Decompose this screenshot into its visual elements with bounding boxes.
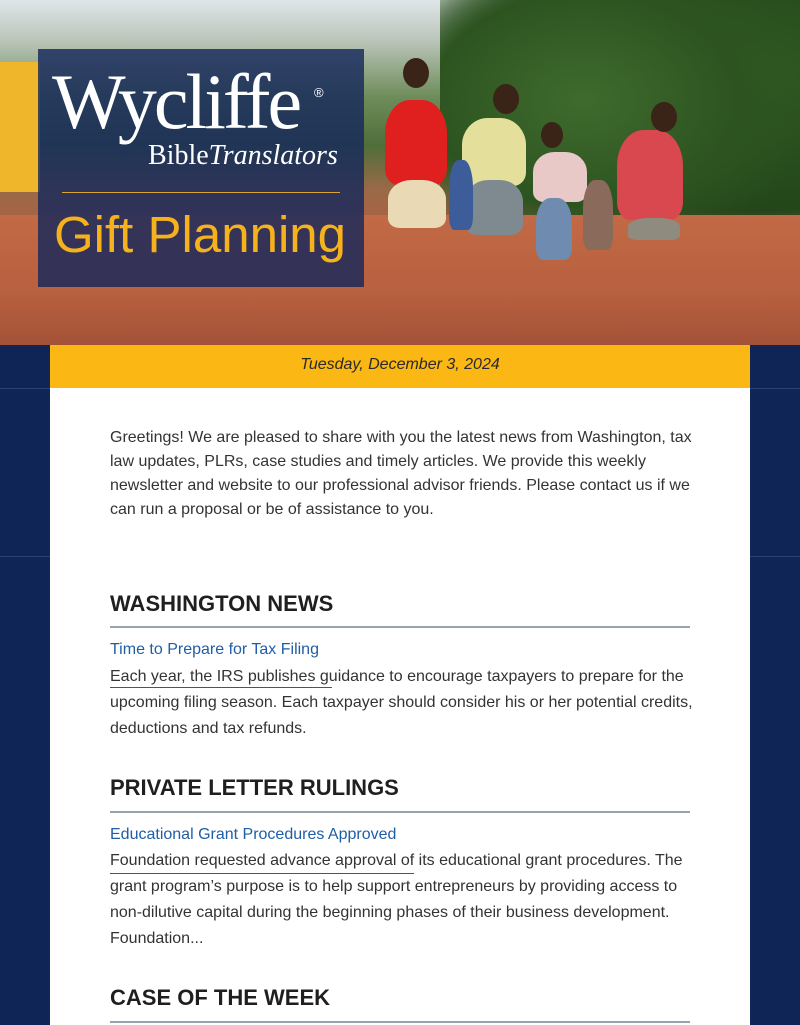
brand-registered-mark: ®	[314, 85, 324, 100]
side-divider-right	[750, 388, 800, 389]
brand-wordmark: Wycliffe	[52, 58, 300, 145]
section-divider	[110, 1021, 690, 1023]
brand-subtitle-translators: Translators	[208, 140, 338, 171]
hero-child	[536, 198, 572, 260]
newsletter-content	[50, 388, 750, 1025]
banner-title: Gift Planning	[54, 206, 347, 263]
hero-child	[533, 152, 587, 202]
section-divider	[110, 626, 690, 628]
section-title-case-of-the-week: CASE OF THE WEEK	[110, 985, 331, 1010]
hero-child-head	[541, 122, 563, 148]
brand-logo-block	[38, 49, 364, 287]
brand-subtitle-bible: Bible	[148, 140, 209, 171]
hero-child	[628, 218, 680, 240]
hero-child	[385, 100, 447, 185]
brand-divider	[62, 192, 340, 193]
side-divider-left	[0, 388, 50, 389]
article-link-tax-filing[interactable]: Time to Prepare for Tax Filing	[110, 641, 319, 658]
hero-child	[449, 160, 473, 230]
hero-banner	[0, 0, 800, 345]
hero-child	[388, 180, 446, 228]
date-bar	[50, 345, 750, 388]
section-title-washington-news: WASHINGTON NEWS	[110, 591, 334, 616]
hero-child-head	[493, 84, 519, 114]
section-title-private-letter-rulings: PRIVATE LETTER RULINGS	[110, 775, 399, 800]
article-link-underline	[110, 687, 332, 688]
article-summary-educational-grant: Foundation requested advance approval of its educational grant procedures. The grant program’s purpose is to help support entrepreneurs by providing access to non-dilutive capital during the beginning phases of their business development. Foundation...	[110, 852, 683, 947]
hero-child-head	[651, 102, 677, 132]
issue-date: Tuesday, December 3, 2024	[300, 356, 500, 373]
side-divider-left	[0, 556, 50, 557]
article-summary-tax-filing: Each year, the IRS publishes guidance to encourage taxpayers to prepare for the upcoming filing season. Each taxpayer should consider his or her potential credits, deductions and tax refunds.	[110, 668, 693, 737]
article-link-underline	[110, 873, 414, 874]
article-link-educational-grant[interactable]: Educational Grant Procedures Approved	[110, 826, 397, 843]
hero-wall	[0, 62, 40, 192]
hero-child-head	[403, 58, 429, 88]
section-divider	[110, 811, 690, 813]
hero-child	[617, 130, 683, 220]
hero-child	[583, 180, 613, 250]
intro-text: Greetings! We are pleased to share with you the latest news from Washington, tax law updates, PLRs, case studies and timely articles. We provide this weekly newsletter and website to our professional advisor friends. Please contact us if we can run a proposal or be of assistance to you.	[110, 429, 692, 518]
side-divider-right	[750, 556, 800, 557]
brand-subtitle	[148, 141, 338, 171]
hero-child	[465, 180, 523, 235]
